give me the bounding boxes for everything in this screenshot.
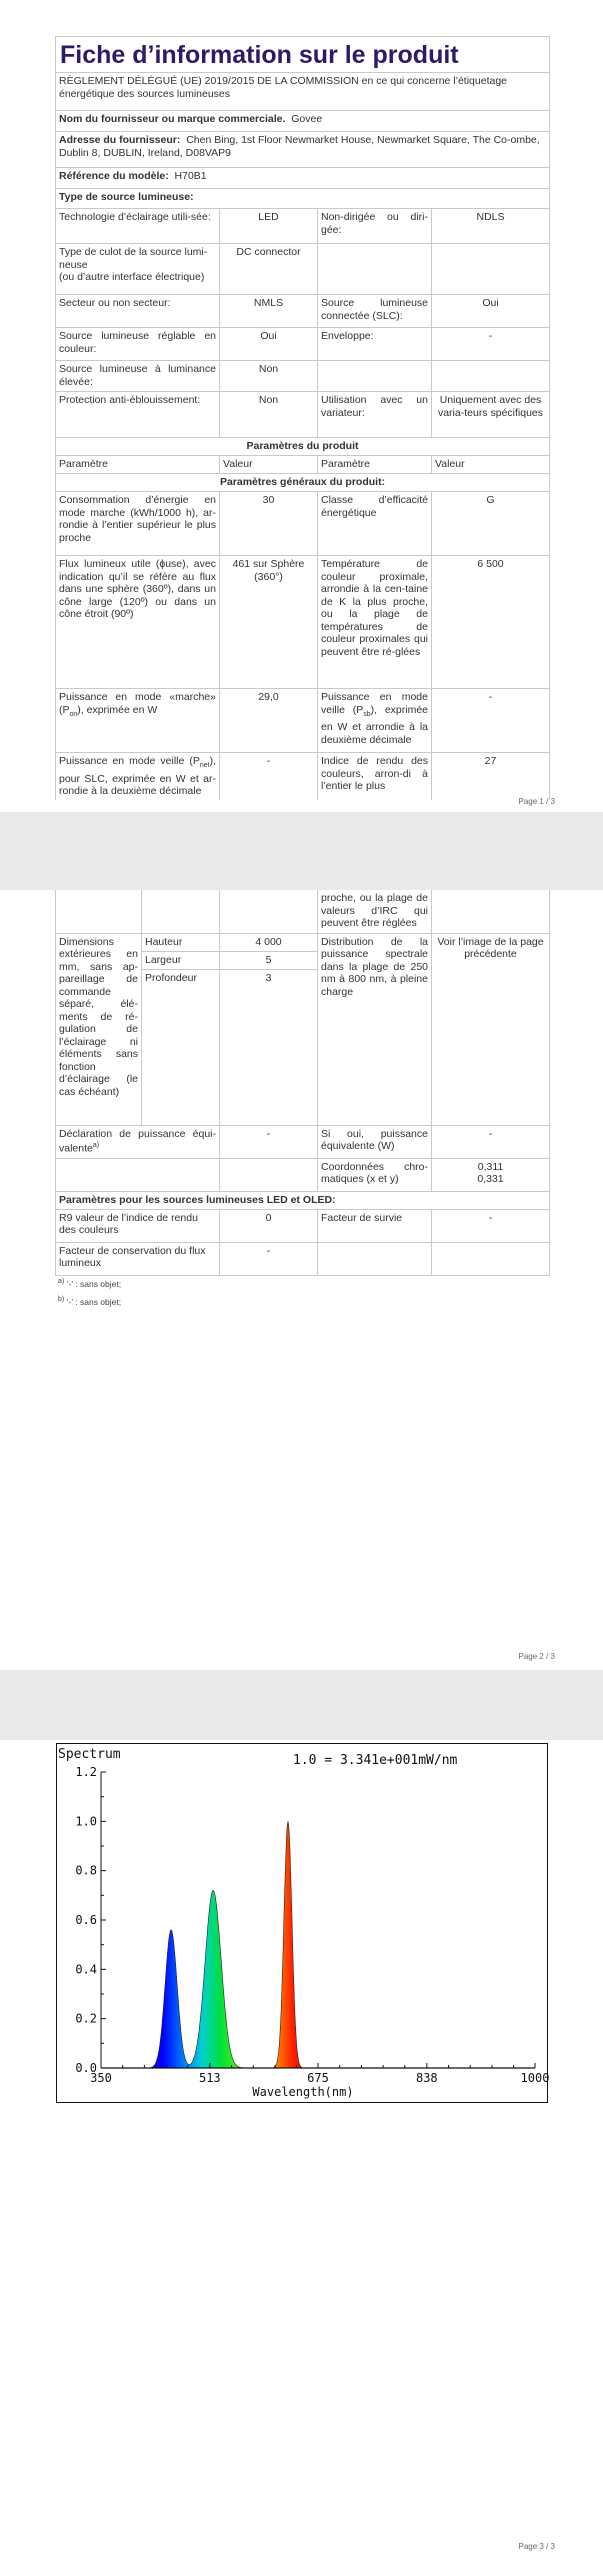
- envelope-label: Enveloppe:: [318, 328, 432, 361]
- y-tick-label: 0.4: [75, 1962, 97, 1977]
- x-tick-label: 350: [90, 2071, 112, 2085]
- tech-label: Technologie d’éclairage utili-sée:: [56, 209, 220, 244]
- led-params-header: Paramètres pour les sources lumineuses LED et OLED:: [56, 1191, 550, 1209]
- cap-label: Type de culot de la source lumi-neuse (ou d’autre interface électrique): [56, 244, 220, 295]
- cri-value: 27: [432, 753, 550, 800]
- survival-factor-label: Facteur de survie: [318, 1209, 432, 1242]
- dimmer-value: Uniquement avec des varia-teurs spécifiques: [432, 392, 550, 438]
- col-header-param-1: Paramètre: [56, 456, 220, 474]
- y-tick-label: 1.0: [75, 1814, 97, 1829]
- lumen-maintenance-value: -: [220, 1242, 318, 1275]
- page-number: Page 2 / 3: [518, 1652, 555, 1661]
- page-2: [0, 890, 603, 1670]
- cap-value: DC connector: [220, 244, 318, 295]
- supplier-value: Govee: [291, 113, 323, 125]
- spectrum-plot: [57, 1744, 549, 2104]
- chart-title: Spectrum: [58, 1747, 121, 1762]
- spd-value: Voir l’image de la page précédente: [432, 933, 550, 1125]
- networked-standby-value: -: [220, 753, 318, 800]
- standby-power-value: -: [432, 689, 550, 753]
- footnotes: [58, 1274, 121, 1310]
- product-information-table: [55, 36, 550, 800]
- cct-value: 6 500: [432, 556, 550, 689]
- equivalent-power-label: Si oui, puissance équivalente (W): [318, 1125, 432, 1158]
- x-tick-label: 675: [307, 2071, 329, 2085]
- networked-standby-label: Puissance en mode veille $(P_{net})$, pour SLC, exprimée en W et ar-rondie à la deuxième décimale: [56, 753, 220, 800]
- mains-value: NMLS: [220, 295, 318, 328]
- address-row: Adresse du fournisseur: Chen Bing, 1st Floor Newmarket House, Newmarket Square, The Co-ombe, Dublin 8, DUBLIN, Ireland, D08VAP9: [56, 132, 550, 168]
- model-value: H70B1: [174, 170, 207, 182]
- cct-label: Température de couleur proximale, arrondie à la cen-taine de K la plus proche, ou la plage de températures de couleur proximales qui peuvent être ré-glées: [318, 556, 432, 689]
- depth-label: Profondeur: [142, 969, 220, 1125]
- source-type-header: Type de source lumineuse:: [56, 189, 550, 209]
- high-luminance-value: Non: [220, 361, 318, 392]
- address-value: Chen Bing, 1st Floor Newmarket House, Newmarket Square, The Co-ombe, Dublin 8, DUBLIN, Ireland, D08VAP9: [59, 134, 540, 159]
- sheet-title: Fiche d’information sur le produit: [56, 37, 550, 73]
- r9-value: 0: [220, 1209, 318, 1242]
- x-axis-label: Wavelength(nm): [252, 2085, 354, 2099]
- model-row: Référence du modèle: H70B1: [56, 168, 550, 189]
- supplier-row: Nom du fournisseur ou marque commerciale. Govee: [56, 111, 550, 132]
- consumption-value: 30: [220, 492, 318, 556]
- dimensions-label: Dimensions extérieures en mm, sans ap-pareillage de commande séparé, élé-ments de ré-gulation de l’éclairage ni éléments sans fonction d’éclairage (le cas échéant): [56, 933, 142, 1125]
- depth-value: 3: [220, 969, 318, 1125]
- col-header-value-2: Valeur: [432, 456, 550, 474]
- connected-value: Oui: [432, 295, 550, 328]
- y-tick-label: 1.2: [75, 1765, 97, 1779]
- nondir-value: NDLS: [432, 209, 550, 244]
- useful-flux-label: Flux lumineux utile (ɸuse), avec indication qu’il se réfère au flux dans une sphère (360º), dans un cône large (120º) ou dans un cône étroit (90º): [56, 556, 220, 689]
- colour-tunable-label: Source lumineuse réglable en couleur:: [56, 328, 220, 361]
- general-params-header: Paramètres généraux du produit:: [56, 474, 550, 492]
- dimmer-label: Utilisation avec un variateur:: [318, 392, 432, 438]
- equivalent-power-value: -: [432, 1125, 550, 1158]
- spd-label: Distribution de la puissance spectrale dans la plage de 250 nm à 800 nm, à pleine charge: [318, 933, 432, 1125]
- connected-label: Source lumineuse connectée (SLC):: [318, 295, 432, 328]
- chromaticity-value: 0,311 0,331: [432, 1158, 550, 1191]
- height-value: 4 000: [220, 933, 318, 951]
- params-header: Paramètres du produit: [56, 438, 550, 456]
- on-mode-power-value: 29,0: [220, 689, 318, 753]
- survival-factor-value: -: [432, 1209, 550, 1242]
- page-number: Page 3 / 3: [518, 2542, 555, 2551]
- consumption-label: Consommation d’énergie en mode marche (kWh/1000 h), ar-rondie à l’entier supérieur le plus proche: [56, 492, 220, 556]
- colour-tunable-value: Oui: [220, 328, 318, 361]
- height-label: Hauteur: [142, 933, 220, 951]
- x-tick-label: 838: [415, 2071, 438, 2085]
- spectrum-chart: [56, 1743, 548, 2103]
- footnote-b: $^{b)}$ ‘-’ : sans objet;: [58, 1295, 122, 1307]
- cri-label: Indice de rendu des couleurs, arron-di à l’entier le plus: [318, 753, 432, 800]
- width-value: 5: [220, 951, 318, 969]
- col-header-param-2: Paramètre: [318, 456, 432, 474]
- on-mode-power-label: Puissance en mode «marche» $(P_{on})$, exprimée en W: [56, 689, 220, 753]
- glare-value: Non: [220, 392, 318, 438]
- high-luminance-label: Source lumineuse à luminance élevée:: [56, 361, 220, 392]
- mains-label: Secteur ou non secteur:: [56, 295, 220, 328]
- equivalent-power-declaration-label: Déclaration de puissance équi-valente$^{a)}$: [56, 1125, 220, 1158]
- efficiency-class-label: Classe d’efficacité énergétique: [318, 492, 432, 556]
- page-number: Page 1 / 3: [518, 797, 555, 806]
- r9-label: R9 valeur de l’indice de rendu des couleurs: [56, 1209, 220, 1242]
- glare-label: Protection anti-éblouissement:: [56, 392, 220, 438]
- lumen-maintenance-label: Facteur de conservation du flux lumineux: [56, 1242, 220, 1275]
- standby-power-label: Puissance en mode veille $(P_{sb})$, exprimée en W et arrondie à la deuxième décimale: [318, 689, 432, 753]
- x-tick-label: 1000: [520, 2071, 549, 2085]
- y-tick-label: 0.8: [75, 1863, 97, 1878]
- useful-flux-value: 461 sur Sphère (360°): [220, 556, 318, 689]
- page-1: [0, 0, 603, 812]
- width-label: Largeur: [142, 951, 220, 969]
- efficiency-class-value: G: [432, 492, 550, 556]
- product-information-table-continued: [55, 890, 550, 1276]
- y-tick-label: 0.0: [75, 2061, 97, 2075]
- envelope-value: -: [432, 328, 550, 361]
- y-tick-label: 0.6: [75, 1913, 97, 1927]
- x-tick-label: 513: [198, 2071, 221, 2085]
- y-tick-label: 0.2: [75, 2011, 97, 2026]
- cri-label-continued: proche, ou la plage de valeurs d’IRC qui peuvent être réglées: [318, 890, 432, 933]
- chart-annotation: 1.0 = 3.341e+001mW/nm: [293, 1753, 458, 1768]
- footnote-a: $^{a)}$ ‘-’ : sans objet;: [58, 1278, 122, 1289]
- equivalent-power-declaration-value: -: [220, 1125, 318, 1158]
- tech-value: LED: [220, 209, 318, 244]
- col-header-value-1: Valeur: [220, 456, 318, 474]
- nondir-label: Non-dirigée ou diri-gée:: [318, 209, 432, 244]
- regulation-text: RÈGLEMENT DÉLÉGUÉ (UE) 2019/2015 DE LA COMMISSION en ce qui concerne l’étiquetage énergétique des sources lumineuses: [56, 73, 550, 111]
- spectrum-curve: [134, 1821, 334, 2068]
- chromaticity-label: Coordonnées chro-matiques (x et y): [318, 1158, 432, 1191]
